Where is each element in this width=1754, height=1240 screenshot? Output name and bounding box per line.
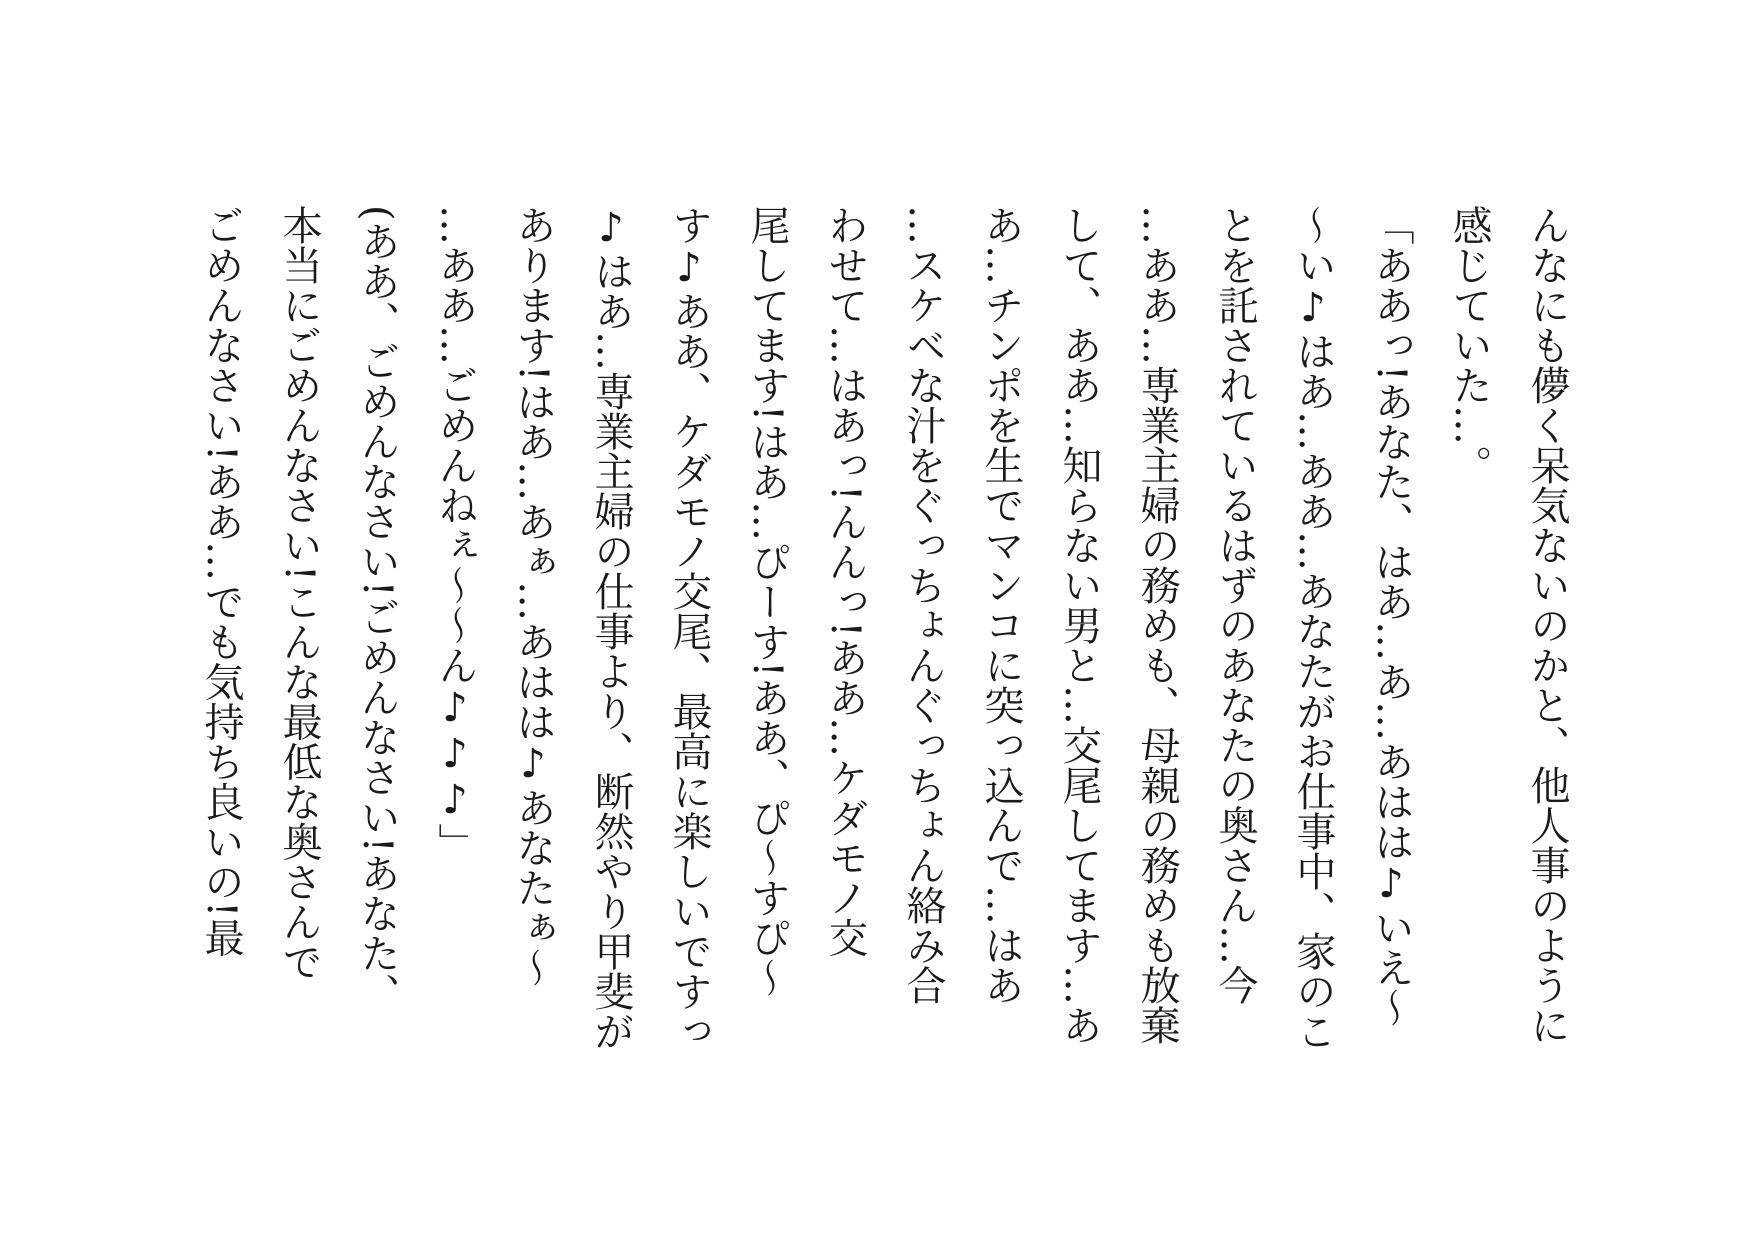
- text-line: (ああ、ごめんなさい!ごめんなさい!あなた、: [354, 205, 400, 1013]
- text-line: 本当にごめんなさい!こんな最低な奥さんで: [276, 205, 322, 982]
- text-line: 「ああっ!あなた、はあ…あ…あはは♪いえ〜: [1368, 205, 1414, 1028]
- vertical-text-block: [182, 205, 1586, 1051]
- text-line: …ああ…専業主婦の務めも、母親の務めも放棄: [1134, 205, 1180, 1045]
- text-line: あります!はあ…あぁ…あはは♪あなたぁ〜: [510, 205, 556, 988]
- text-line: とを託されているはずのあなたの奥さん…今: [1212, 205, 1258, 1005]
- text-line: んなにも儚く呆気ないのかと、他人事のように: [1524, 205, 1570, 1045]
- text-line: わせて…はあっ!んんっ!ああ…ケダモノ交: [822, 205, 868, 958]
- text-line: す♪ああ、ケダモノ交尾、最高に楽しいですっ: [666, 205, 712, 1051]
- text-line: 尾してます!はあ…ぴーす!ああ、ぴ〜すぴ〜: [744, 205, 790, 998]
- text-line: して、ああ…知らない男と…交尾してます…あ: [1056, 205, 1102, 1045]
- text-line: ♪はあ…専業主婦の仕事より、断然やり甲斐が: [588, 205, 634, 1051]
- text-line: あ…チンポを生でマンコに突っ込んで…はあ: [978, 205, 1024, 1005]
- text-line: 感じていた…。: [1446, 205, 1492, 485]
- text-line: 〜い♪はあ…ああ…あなたがお仕事中、家のこ: [1290, 205, 1336, 1051]
- text-line: …ああ…ごめんねぇ〜〜ん♪♪♪」: [432, 205, 478, 863]
- text-line: ごめんなさい!ああ…でも気持ち良いの!最: [198, 205, 244, 958]
- text-line: …スケベな汁をぐっちょんぐっちょん絡み合: [900, 205, 946, 1005]
